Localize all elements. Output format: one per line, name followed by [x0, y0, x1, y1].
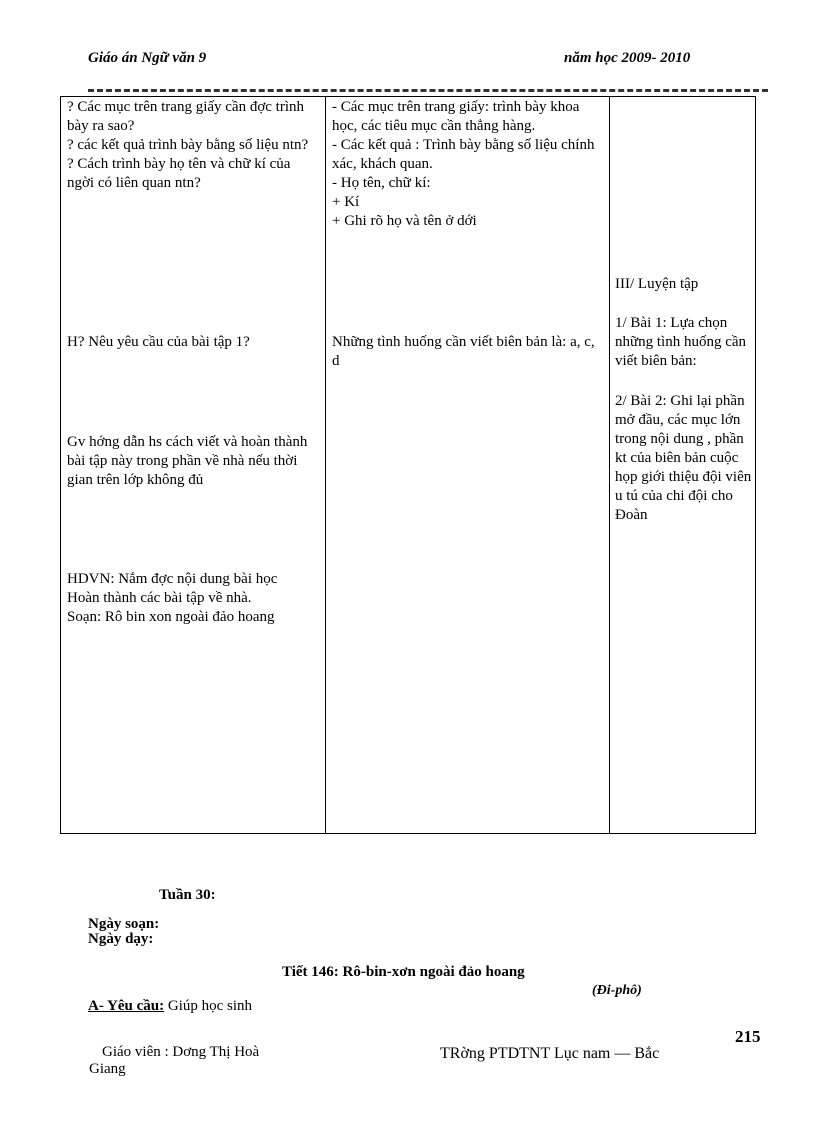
exercise-2-cell: 2/ Bài 2: Ghi lại phần mở đầu, các mục lớn trong nội dung , phần kt của biên bản cuộc họp giới thiệu đội viên u tú của chi đội cho Đoàn	[615, 393, 752, 523]
exercise-1-cell: 1/ Bài 1: Lựa chọn những tình huống cần viết biên bản:	[615, 315, 747, 369]
requirement-label: A- Yêu cầu:	[88, 998, 165, 1014]
prep-date-label: Ngày soạn:	[88, 916, 160, 932]
table-column-divider	[609, 96, 610, 834]
teach-date-label: Ngày dạy:	[88, 931, 154, 947]
week-label: Tuần 30:	[159, 887, 216, 903]
practice-heading: III/ Luyện tập	[615, 276, 699, 292]
exercise-question-cell: H? Nêu yêu cầu của bài tập 1?	[67, 334, 250, 350]
homework-cell: HDVN: Nắm đợc nội dung bài học Hoàn thành các bài tập về nhà. Soạn: Rô bin xon ngoài đảo hoang	[67, 571, 278, 625]
header-rule	[88, 89, 768, 92]
page-number: 215	[735, 1027, 761, 1046]
lesson-author: (Đi-phô)	[592, 983, 642, 998]
requirement-line	[88, 997, 252, 1016]
header-subject: Giáo án Ngữ văn 9	[88, 50, 207, 66]
answer-cell: - Các mục trên trang giấy: trình bày khoa học, các tiêu mục cần thẳng hàng. - Các kết quả : Trình bày bằng số liệu chính xác, khách quan. - Họ tên, chữ kí: + Kí + Ghi rõ họ và tên ở dới	[332, 99, 595, 229]
school-name: TRờng PTDTNT Lục nam — Bắc	[440, 1045, 660, 1062]
requirement-text: Giúp học sinh	[164, 998, 253, 1014]
header-school-year: năm học 2009- 2010	[564, 50, 691, 66]
guidance-cell: Gv hớng dẫn hs cách viết và hoàn thành bài tập này trong phần về nhà nếu thời gian trên lớp không đủ	[67, 434, 308, 488]
teacher-name: Giáo viên : Dơng Thị Hoà Giang	[89, 1044, 260, 1077]
exercise-answer-cell: Những tình huống cần viết biên bản là: a, c, d	[332, 334, 595, 369]
question-cell: ? Các mục trên trang giấy cần đợc trình bày ra sao? ? các kết quả trình bày bằng số liệu ntn? ? Cách trình bày họ tên và chữ kí của ngời có liên quan ntn?	[67, 99, 309, 191]
table-column-divider	[325, 96, 326, 834]
lesson-title: Tiết 146: Rô-bin-xơn ngoài đảo hoang	[282, 964, 525, 980]
